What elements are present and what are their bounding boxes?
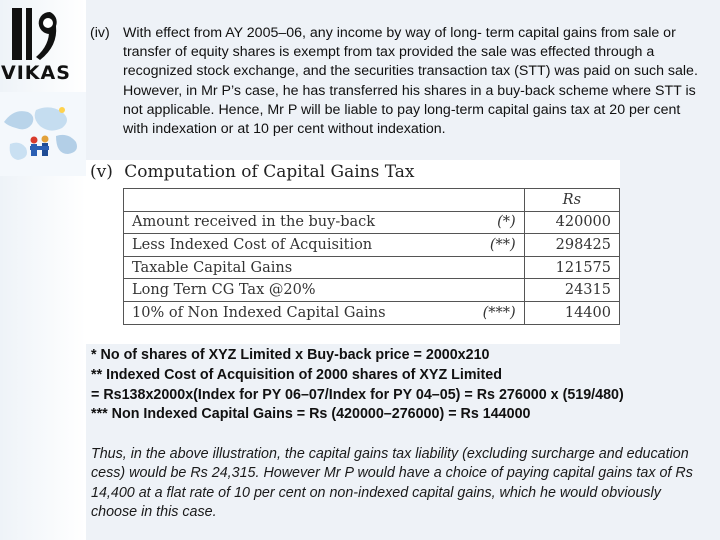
footnote-3: *** Non Indexed Capital Gains = Rs (420000–276000) = Rs 144000 — [91, 406, 531, 423]
row-ref: (***) — [475, 301, 525, 324]
paragraph-iv — [90, 24, 705, 139]
table-row — [124, 301, 620, 324]
row-description: Taxable Capital Gains — [124, 256, 475, 279]
computation-title: Computation of Capital Gains Tax — [124, 162, 415, 182]
vikas-logo-text: VIKAS — [1, 62, 71, 84]
table-row — [124, 256, 620, 279]
left-decorative-strip — [0, 0, 86, 540]
row-description: Less Indexed Cost of Acquisition — [124, 234, 475, 257]
table-row — [124, 279, 620, 302]
footnotes — [91, 346, 711, 425]
table-header-row — [124, 189, 620, 212]
row-amount: 24315 — [524, 279, 619, 302]
row-ref — [475, 256, 525, 279]
paragraph-iv-number: (iv) — [90, 25, 110, 41]
table-row — [124, 234, 620, 257]
table-row — [124, 211, 620, 234]
row-ref: (**) — [475, 234, 525, 257]
globe-people-icon — [0, 92, 86, 176]
row-description: Long Tern CG Tax @20% — [124, 279, 475, 302]
computation-heading — [90, 162, 414, 182]
row-ref — [475, 279, 525, 302]
footnote-2-continued: = Rs138x2000x(Index for PY 06–07/Index for PY 04–05) = Rs 276000 x (519/480) — [91, 386, 624, 403]
paragraph-iv-text: With effect from AY 2005–06, any income by way of long- term capital gains from sale or transfer of equity shares is exempt from tax provided the sale was effected through a recognized stock exchange, and the securities transaction tax (STT) was paid on such sale. However, in Mr P’s case, he has transferred his shares in a buy-back scheme where STT is not applicable. Hence, Mr P will be liable to pay long-term capital gains tax at 20 per cent with indexation or at 10 per cent without indexation. — [123, 25, 698, 138]
row-description: Amount received in the buy-back — [124, 211, 475, 234]
footnote-1: * No of shares of XYZ Limited x Buy-back price = 2000x210 — [91, 347, 490, 363]
row-ref: (*) — [475, 211, 525, 234]
row-description: 10% of Non Indexed Capital Gains — [124, 301, 475, 324]
capital-gains-table — [123, 188, 620, 325]
header-ref-cell — [475, 189, 525, 212]
computation-block — [86, 160, 620, 344]
conclusion-paragraph: Thus, in the above illustration, the capital gains tax liability (excluding surcharge and education cess) would be Rs 24,315. However Mr P would have a choice of paying capital gains tax of Rs 14,400 at a flat rate of 10 per cent on non-indexed capital gains, which he would obviously choose in this case. — [91, 446, 693, 520]
row-amount: 420000 — [524, 211, 619, 234]
footnote-2: ** Indexed Cost of Acquisition of 2000 shares of XYZ Limited — [91, 366, 502, 383]
row-amount: 298425 — [524, 234, 619, 257]
header-description-cell — [124, 189, 475, 212]
row-amount: 14400 — [524, 301, 619, 324]
computation-label: (v) — [90, 162, 113, 182]
header-currency: Rs — [524, 189, 619, 212]
vikas-logo-icon — [10, 6, 62, 62]
row-amount: 121575 — [524, 256, 619, 279]
